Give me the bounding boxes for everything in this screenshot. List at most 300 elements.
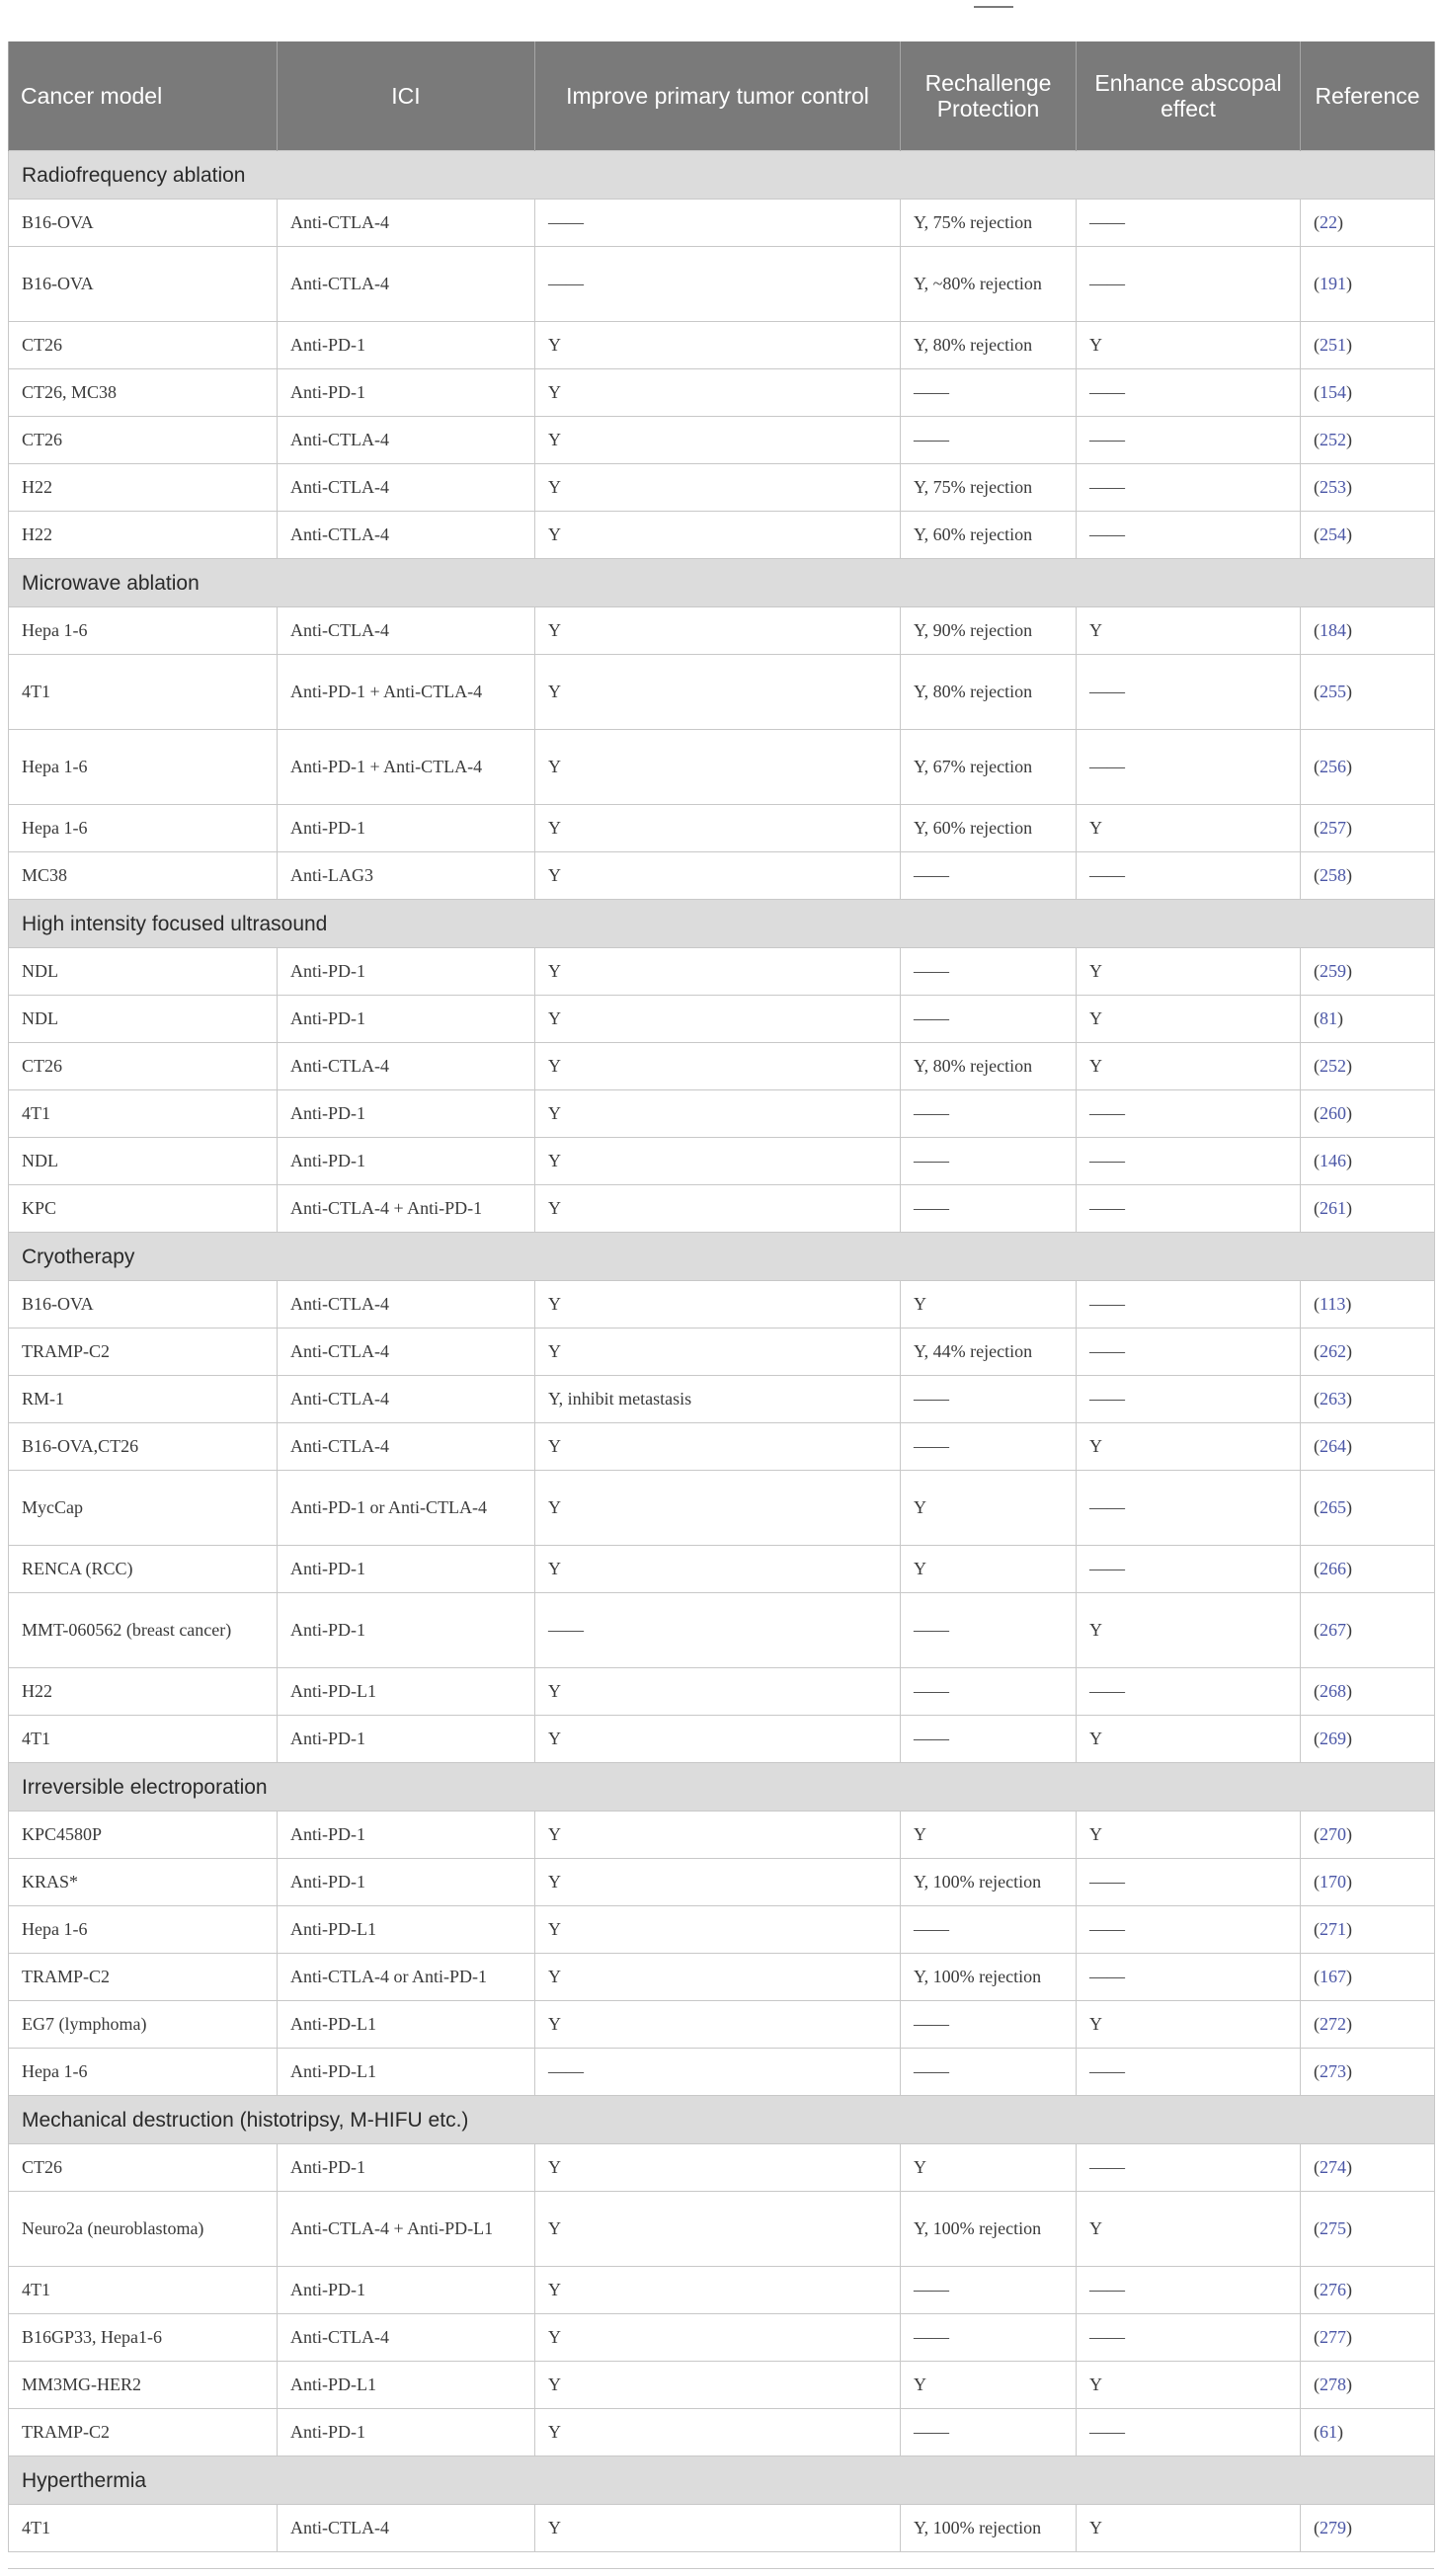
cell-reference: (274) [1301, 2144, 1435, 2192]
table-row [9, 948, 1435, 996]
cell-cancer-model: B16-OVA [9, 200, 278, 247]
cell-ici: Anti-CTLA-4 + Anti-PD-L1 [278, 2192, 535, 2267]
cell-improve: Y [535, 805, 901, 852]
table-row [9, 852, 1435, 900]
reference-link[interactable]: 275 [1320, 2218, 1346, 2238]
ici-ablation-table [8, 41, 1435, 2552]
cell-abscopal: Y [1077, 948, 1301, 996]
table-row [9, 1043, 1435, 1090]
cell-abscopal: Y [1077, 2505, 1301, 2552]
table-row [9, 1593, 1435, 1668]
cell-cancer-model: CT26, MC38 [9, 369, 278, 417]
table-row [9, 2049, 1435, 2096]
cell-reference: (191) [1301, 247, 1435, 322]
cell-reference: (113) [1301, 1281, 1435, 1328]
reference-link[interactable]: 170 [1320, 1872, 1346, 1892]
cell-reference: (278) [1301, 2362, 1435, 2409]
reference-link[interactable]: 277 [1320, 2327, 1346, 2347]
cell-ici: Anti-CTLA-4 [278, 247, 535, 322]
cell-reference: (81) [1301, 996, 1435, 1043]
cell-reference: (279) [1301, 2505, 1435, 2552]
cell-reference: (252) [1301, 417, 1435, 464]
cell-abscopal: —— [1077, 2314, 1301, 2362]
section-title: Irreversible electroporation [9, 1763, 1435, 1811]
cell-reference: (259) [1301, 948, 1435, 996]
reference-link[interactable]: 258 [1320, 865, 1346, 885]
cell-abscopal: —— [1077, 512, 1301, 559]
cell-cancer-model: B16-OVA,CT26 [9, 1423, 278, 1471]
cell-rechallenge: Y [901, 1281, 1077, 1328]
reference-link[interactable]: 269 [1320, 1729, 1346, 1748]
table-row [9, 1716, 1435, 1763]
cell-improve: Y [535, 1859, 901, 1906]
cell-abscopal: —— [1077, 1138, 1301, 1185]
cell-improve: Y [535, 417, 901, 464]
cell-abscopal: Y [1077, 1716, 1301, 1763]
table-row [9, 996, 1435, 1043]
cell-improve: —— [535, 2049, 901, 2096]
header-rechallenge: Rechallenge Protection [901, 41, 1077, 151]
cell-cancer-model: 4T1 [9, 1716, 278, 1763]
cell-cancer-model: MycCap [9, 1471, 278, 1546]
cell-improve: Y [535, 948, 901, 996]
cell-improve: Y [535, 2144, 901, 2192]
cell-ici: Anti-PD-1 [278, 2267, 535, 2314]
cell-rechallenge: Y, 80% rejection [901, 1043, 1077, 1090]
cell-improve: Y [535, 1716, 901, 1763]
cell-abscopal: —— [1077, 2267, 1301, 2314]
cell-reference: (258) [1301, 852, 1435, 900]
table-row [9, 2192, 1435, 2267]
table-row [9, 2001, 1435, 2049]
table-row [9, 1423, 1435, 1471]
cell-reference: (261) [1301, 1185, 1435, 1233]
reference-link[interactable]: 260 [1320, 1103, 1346, 1123]
reference-link[interactable]: 257 [1320, 818, 1346, 838]
cell-improve: Y [535, 2362, 901, 2409]
cell-ici: Anti-PD-1 + Anti-CTLA-4 [278, 730, 535, 805]
cell-rechallenge: Y, 100% rejection [901, 2192, 1077, 2267]
cell-ici: Anti-PD-L1 [278, 1668, 535, 1716]
reference-link[interactable]: 81 [1320, 1008, 1337, 1028]
cell-cancer-model: KRAS* [9, 1859, 278, 1906]
cell-rechallenge: Y, 67% rejection [901, 730, 1077, 805]
cell-rechallenge: Y, 44% rejection [901, 1328, 1077, 1376]
cell-improve: Y [535, 512, 901, 559]
cell-reference: (167) [1301, 1954, 1435, 2001]
reference-link[interactable]: 252 [1320, 430, 1346, 449]
reference-link[interactable]: 252 [1320, 1056, 1346, 1076]
reference-link[interactable]: 270 [1320, 1824, 1346, 1844]
cell-ici: Anti-PD-1 [278, 2144, 535, 2192]
cell-ici: Anti-CTLA-4 [278, 607, 535, 655]
cell-rechallenge: —— [901, 852, 1077, 900]
reference-link[interactable]: 272 [1320, 2014, 1346, 2034]
cell-abscopal: —— [1077, 1546, 1301, 1593]
reference-link[interactable]: 278 [1320, 2375, 1346, 2394]
cell-rechallenge: —— [901, 2267, 1077, 2314]
cell-cancer-model: B16-OVA [9, 1281, 278, 1328]
cell-rechallenge: —— [901, 2001, 1077, 2049]
cell-ici: Anti-PD-1 [278, 322, 535, 369]
cell-ici: Anti-CTLA-4 [278, 200, 535, 247]
cell-ici: Anti-PD-1 [278, 1138, 535, 1185]
cell-ici: Anti-PD-L1 [278, 2362, 535, 2409]
cell-reference: (154) [1301, 369, 1435, 417]
reference-link[interactable]: 271 [1320, 1919, 1346, 1939]
reference-link[interactable]: 267 [1320, 1620, 1346, 1640]
cell-cancer-model: NDL [9, 948, 278, 996]
reference-link[interactable]: 146 [1320, 1151, 1346, 1170]
reference-link[interactable]: 265 [1320, 1497, 1346, 1517]
cell-cancer-model: MMT-060562 (breast cancer) [9, 1593, 278, 1668]
cell-rechallenge: —— [901, 1090, 1077, 1138]
cell-cancer-model: KPC [9, 1185, 278, 1233]
cell-abscopal: —— [1077, 1090, 1301, 1138]
cell-abscopal: —— [1077, 247, 1301, 322]
cell-cancer-model: RENCA (RCC) [9, 1546, 278, 1593]
cell-abscopal: —— [1077, 369, 1301, 417]
cell-improve: Y [535, 1138, 901, 1185]
cell-abscopal: —— [1077, 1376, 1301, 1423]
section-row [9, 2456, 1435, 2505]
cell-reference: (170) [1301, 1859, 1435, 1906]
cell-cancer-model: 4T1 [9, 2267, 278, 2314]
cell-abscopal: —— [1077, 852, 1301, 900]
cell-abscopal: Y [1077, 996, 1301, 1043]
cell-ici: Anti-CTLA-4 [278, 464, 535, 512]
cell-abscopal: —— [1077, 1185, 1301, 1233]
reference-link[interactable]: 261 [1320, 1198, 1346, 1218]
cell-cancer-model: H22 [9, 512, 278, 559]
cell-rechallenge: Y, 100% rejection [901, 1954, 1077, 2001]
section-row [9, 1763, 1435, 1811]
table-row [9, 1328, 1435, 1376]
cell-abscopal: —— [1077, 2049, 1301, 2096]
cell-ici: Anti-CTLA-4 [278, 1328, 535, 1376]
cell-abscopal: —— [1077, 1281, 1301, 1328]
cell-reference: (264) [1301, 1423, 1435, 1471]
header-reference: Reference [1301, 41, 1435, 151]
reference-link[interactable]: 22 [1320, 212, 1337, 232]
cell-ici: Anti-CTLA-4 [278, 1043, 535, 1090]
section-title: Cryotherapy [9, 1233, 1435, 1281]
table-row [9, 2409, 1435, 2456]
cell-improve: Y [535, 2267, 901, 2314]
reference-link[interactable]: 113 [1320, 1294, 1346, 1314]
cell-cancer-model: Hepa 1-6 [9, 2049, 278, 2096]
reference-link[interactable]: 264 [1320, 1436, 1346, 1456]
cell-reference: (253) [1301, 464, 1435, 512]
cell-abscopal: —— [1077, 464, 1301, 512]
cell-improve: Y [535, 1546, 901, 1593]
section-row [9, 1233, 1435, 1281]
cell-rechallenge: Y [901, 2144, 1077, 2192]
cell-cancer-model: KPC4580P [9, 1811, 278, 1859]
cell-abscopal: Y [1077, 2192, 1301, 2267]
cell-reference: (184) [1301, 607, 1435, 655]
cell-rechallenge: —— [901, 1593, 1077, 1668]
cell-rechallenge: Y [901, 1811, 1077, 1859]
cell-abscopal: —— [1077, 417, 1301, 464]
reference-link[interactable]: 279 [1320, 2518, 1346, 2537]
cell-improve: Y [535, 1954, 901, 2001]
cell-rechallenge: Y, 75% rejection [901, 464, 1077, 512]
cell-rechallenge: —— [901, 1185, 1077, 1233]
cell-cancer-model: MM3MG-HER2 [9, 2362, 278, 2409]
reference-link[interactable]: 262 [1320, 1341, 1346, 1361]
section-title: Mechanical destruction (histotripsy, M-HIFU etc.) [9, 2096, 1435, 2144]
cell-reference: (272) [1301, 2001, 1435, 2049]
cell-abscopal: Y [1077, 1423, 1301, 1471]
cell-rechallenge: —— [901, 2049, 1077, 2096]
cell-improve: Y [535, 1906, 901, 1954]
reference-link[interactable]: 256 [1320, 757, 1346, 776]
cell-cancer-model: NDL [9, 996, 278, 1043]
cell-ici: Anti-PD-1 [278, 1546, 535, 1593]
bottom-rule [8, 2568, 1434, 2569]
table-row [9, 512, 1435, 559]
cell-improve: —— [535, 247, 901, 322]
cell-ici: Anti-PD-1 [278, 1716, 535, 1763]
top-rule [974, 6, 1013, 8]
cell-rechallenge: Y, 90% rejection [901, 607, 1077, 655]
cell-cancer-model: H22 [9, 464, 278, 512]
cell-ici: Anti-PD-1 [278, 2409, 535, 2456]
reference-link[interactable]: 266 [1320, 1559, 1346, 1578]
cell-improve: Y [535, 1281, 901, 1328]
cell-improve: Y [535, 464, 901, 512]
header-cancer-model: Cancer model [9, 41, 278, 151]
table-row [9, 1376, 1435, 1423]
cell-improve: Y [535, 2409, 901, 2456]
table-row [9, 1546, 1435, 1593]
cell-cancer-model: CT26 [9, 1043, 278, 1090]
cell-ici: Anti-PD-L1 [278, 1906, 535, 1954]
reference-link[interactable]: 263 [1320, 1389, 1346, 1409]
cell-ici: Anti-PD-L1 [278, 2049, 535, 2096]
cell-reference: (252) [1301, 1043, 1435, 1090]
cell-cancer-model: Hepa 1-6 [9, 730, 278, 805]
cell-cancer-model: CT26 [9, 322, 278, 369]
reference-link[interactable]: 274 [1320, 2157, 1346, 2177]
cell-improve: Y [535, 1811, 901, 1859]
table-row [9, 2505, 1435, 2552]
table-row [9, 322, 1435, 369]
reference-link[interactable]: 61 [1320, 2422, 1337, 2442]
cell-cancer-model: B16-OVA [9, 247, 278, 322]
reference-link[interactable]: 259 [1320, 961, 1346, 981]
table-row [9, 1471, 1435, 1546]
table-row [9, 464, 1435, 512]
cell-reference: (270) [1301, 1811, 1435, 1859]
cell-cancer-model: CT26 [9, 417, 278, 464]
cell-rechallenge: —— [901, 1668, 1077, 1716]
section-row [9, 151, 1435, 200]
cell-ici: Anti-CTLA-4 [278, 512, 535, 559]
header-row [9, 41, 1435, 151]
cell-rechallenge: Y, 80% rejection [901, 655, 1077, 730]
cell-abscopal: —— [1077, 1471, 1301, 1546]
cell-abscopal: Y [1077, 2001, 1301, 2049]
cell-reference: (256) [1301, 730, 1435, 805]
cell-abscopal: —— [1077, 1954, 1301, 2001]
table-row [9, 369, 1435, 417]
cell-improve: Y [535, 607, 901, 655]
cell-reference: (22) [1301, 200, 1435, 247]
cell-cancer-model: Hepa 1-6 [9, 607, 278, 655]
cell-rechallenge: Y, ~80% rejection [901, 247, 1077, 322]
cell-abscopal: Y [1077, 1593, 1301, 1668]
cell-rechallenge: Y, 75% rejection [901, 200, 1077, 247]
section-title: Radiofrequency ablation [9, 151, 1435, 200]
cell-ici: Anti-PD-1 [278, 1593, 535, 1668]
table-row [9, 1906, 1435, 1954]
cell-cancer-model: TRAMP-C2 [9, 1954, 278, 2001]
cell-cancer-model: 4T1 [9, 655, 278, 730]
cell-cancer-model: Neuro2a (neuroblastoma) [9, 2192, 278, 2267]
cell-ici: Anti-CTLA-4 [278, 1376, 535, 1423]
cell-reference: (277) [1301, 2314, 1435, 2362]
cell-reference: (275) [1301, 2192, 1435, 2267]
reference-link[interactable]: 255 [1320, 682, 1346, 701]
table-row [9, 655, 1435, 730]
cell-cancer-model: MC38 [9, 852, 278, 900]
cell-rechallenge: Y, 80% rejection [901, 322, 1077, 369]
cell-rechallenge: Y, 100% rejection [901, 1859, 1077, 1906]
cell-abscopal: —— [1077, 1668, 1301, 1716]
reference-link[interactable]: 191 [1320, 274, 1346, 293]
cell-cancer-model: Hepa 1-6 [9, 1906, 278, 1954]
cell-reference: (265) [1301, 1471, 1435, 1546]
cell-rechallenge: —— [901, 2409, 1077, 2456]
cell-abscopal: —— [1077, 1328, 1301, 1376]
cell-abscopal: —— [1077, 730, 1301, 805]
cell-improve: Y [535, 2505, 901, 2552]
reference-link[interactable]: 253 [1320, 477, 1346, 497]
table-row [9, 1185, 1435, 1233]
reference-link[interactable]: 184 [1320, 620, 1346, 640]
table-row [9, 730, 1435, 805]
cell-ici: Anti-PD-1 [278, 805, 535, 852]
cell-rechallenge: —— [901, 2314, 1077, 2362]
cell-rechallenge: —— [901, 1906, 1077, 1954]
cell-cancer-model: TRAMP-C2 [9, 1328, 278, 1376]
section-row [9, 900, 1435, 948]
cell-reference: (262) [1301, 1328, 1435, 1376]
reference-link[interactable]: 154 [1320, 382, 1346, 402]
cell-reference: (263) [1301, 1376, 1435, 1423]
cell-cancer-model: RM-1 [9, 1376, 278, 1423]
cell-reference: (276) [1301, 2267, 1435, 2314]
cell-abscopal: —— [1077, 655, 1301, 730]
table-row [9, 2314, 1435, 2362]
cell-abscopal: Y [1077, 607, 1301, 655]
cell-improve: —— [535, 1593, 901, 1668]
reference-link[interactable]: 251 [1320, 335, 1346, 355]
cell-ici: Anti-LAG3 [278, 852, 535, 900]
cell-ici: Anti-PD-L1 [278, 2001, 535, 2049]
cell-rechallenge: —— [901, 369, 1077, 417]
cell-rechallenge: —— [901, 1716, 1077, 1763]
table-row [9, 1954, 1435, 2001]
reference-link[interactable]: 268 [1320, 1681, 1346, 1701]
cell-improve: Y [535, 322, 901, 369]
table-row [9, 1811, 1435, 1859]
cell-improve: Y [535, 1185, 901, 1233]
header-ici: ICI [278, 41, 535, 151]
cell-cancer-model: H22 [9, 1668, 278, 1716]
cell-ici: Anti-PD-1 [278, 369, 535, 417]
reference-link[interactable]: 276 [1320, 2280, 1346, 2299]
cell-cancer-model: NDL [9, 1138, 278, 1185]
cell-rechallenge: Y [901, 1471, 1077, 1546]
cell-improve: Y [535, 2314, 901, 2362]
cell-ici: Anti-PD-1 [278, 1859, 535, 1906]
table-row [9, 1090, 1435, 1138]
cell-abscopal: Y [1077, 322, 1301, 369]
table-row [9, 1668, 1435, 1716]
cell-reference: (269) [1301, 1716, 1435, 1763]
cell-rechallenge: —— [901, 1423, 1077, 1471]
cell-ici: Anti-CTLA-4 + Anti-PD-1 [278, 1185, 535, 1233]
cell-rechallenge: —— [901, 948, 1077, 996]
table-row [9, 1859, 1435, 1906]
cell-improve: Y [535, 730, 901, 805]
cell-improve: Y [535, 1090, 901, 1138]
cell-improve: Y [535, 852, 901, 900]
table-body [9, 151, 1435, 2552]
header-abscopal: Enhance abscopal effect [1077, 41, 1301, 151]
table-row [9, 247, 1435, 322]
cell-cancer-model: EG7 (lymphoma) [9, 2001, 278, 2049]
section-row [9, 559, 1435, 607]
header-improve: Improve primary tumor control [535, 41, 901, 151]
cell-ici: Anti-CTLA-4 [278, 417, 535, 464]
cell-cancer-model: CT26 [9, 2144, 278, 2192]
cell-reference: (61) [1301, 2409, 1435, 2456]
cell-abscopal: —— [1077, 1859, 1301, 1906]
reference-link[interactable]: 254 [1320, 524, 1346, 544]
cell-ici: Anti-PD-1 + Anti-CTLA-4 [278, 655, 535, 730]
cell-cancer-model: Hepa 1-6 [9, 805, 278, 852]
cell-ici: Anti-PD-1 or Anti-CTLA-4 [278, 1471, 535, 1546]
reference-link[interactable]: 273 [1320, 2061, 1346, 2081]
cell-abscopal: —— [1077, 2409, 1301, 2456]
cell-ici: Anti-CTLA-4 or Anti-PD-1 [278, 1954, 535, 2001]
cell-reference: (271) [1301, 1906, 1435, 1954]
cell-cancer-model: TRAMP-C2 [9, 2409, 278, 2456]
cell-improve: Y [535, 1471, 901, 1546]
cell-reference: (268) [1301, 1668, 1435, 1716]
cell-ici: Anti-CTLA-4 [278, 1423, 535, 1471]
table-row [9, 1281, 1435, 1328]
cell-cancer-model: 4T1 [9, 1090, 278, 1138]
cell-abscopal: —— [1077, 1906, 1301, 1954]
cell-improve: Y [535, 369, 901, 417]
cell-rechallenge: —— [901, 996, 1077, 1043]
cell-abscopal: Y [1077, 2362, 1301, 2409]
cell-abscopal: Y [1077, 805, 1301, 852]
cell-reference: (255) [1301, 655, 1435, 730]
cell-rechallenge: Y [901, 1546, 1077, 1593]
cell-improve: Y [535, 1328, 901, 1376]
table-container [8, 41, 1434, 2552]
cell-reference: (251) [1301, 322, 1435, 369]
section-title: Microwave ablation [9, 559, 1435, 607]
table-row [9, 417, 1435, 464]
reference-link[interactable]: 167 [1320, 1967, 1346, 1986]
